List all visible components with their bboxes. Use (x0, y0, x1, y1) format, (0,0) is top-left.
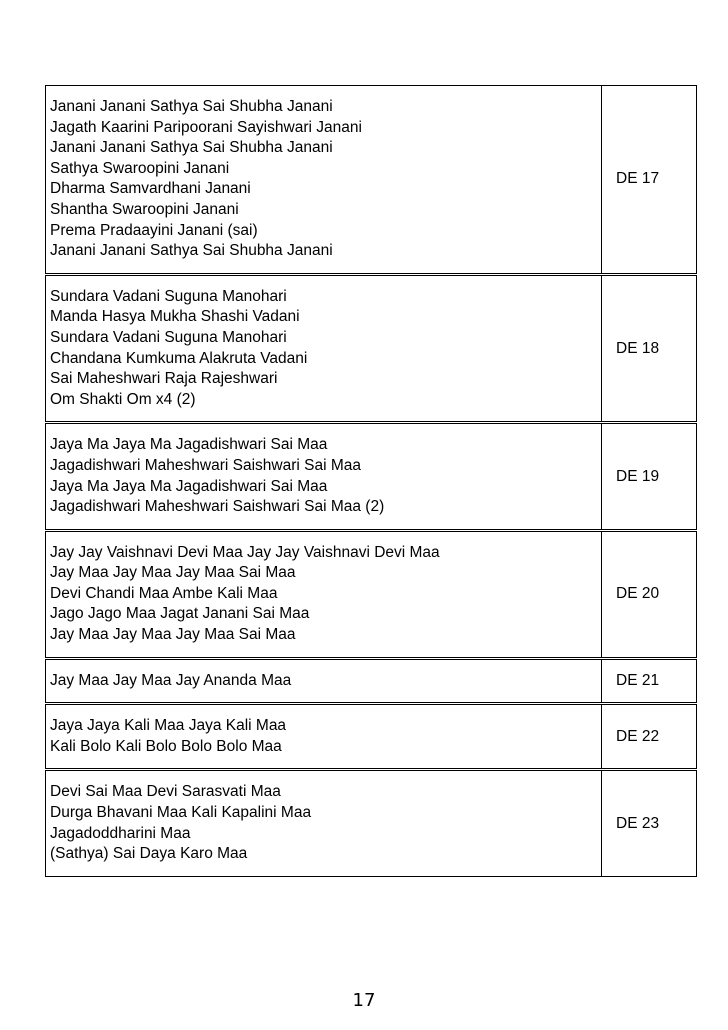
bhajan-row (46, 704, 697, 770)
lyric-line: Jagadoddharini Maa (50, 824, 191, 842)
lyric-line: Kali Bolo Kali Bolo Bolo Bolo Maa (50, 737, 282, 755)
lyric-line: Jay Maa Jay Maa Jay Maa Sai Maa (50, 626, 296, 644)
lyric-line: Sai Maheshwari Raja Rajeshwari (50, 370, 278, 388)
bhajan-row (46, 274, 697, 423)
lyric-line: Sathya Swaroopini Janani (50, 159, 230, 177)
lyric-line: Jagadishwari Maheshwari Saishwari Sai Maa (50, 456, 361, 474)
lyrics-cell (46, 274, 602, 423)
lyric-line: Jagath Kaarini Paripoorani Sayishwari Janani (50, 118, 362, 136)
lyric-line: Janani Janani Sathya Sai Shubha Janani (50, 242, 333, 260)
bhajan-code: DE 17 (602, 86, 697, 275)
bhajan-code: DE 21 (602, 658, 697, 704)
lyric-line: Jago Jago Maa Jagat Janani Sai Maa (50, 605, 310, 623)
bhajan-code: DE 19 (602, 423, 697, 530)
bhajan-row (46, 658, 697, 704)
lyric-line: Sundara Vadani Suguna Manohari (50, 287, 287, 305)
bhajan-row (46, 530, 697, 658)
lyric-line: Devi Chandi Maa Ambe Kali Maa (50, 584, 278, 602)
lyrics-cell (46, 530, 602, 658)
lyric-line: Sundara Vadani Suguna Manohari (50, 328, 287, 346)
lyrics-cell (46, 86, 602, 275)
lyric-line: (Sathya) Sai Daya Karo Maa (50, 845, 248, 863)
bhajan-row (46, 770, 697, 876)
lyric-line: Chandana Kumkuma Alakruta Vadani (50, 349, 308, 367)
page-number: 17 (352, 990, 376, 1011)
bhajan-code: DE 18 (602, 274, 697, 423)
bhajan-code: DE 22 (602, 704, 697, 770)
lyric-line: Jay Maa Jay Maa Jay Ananda Maa (50, 671, 292, 689)
bhajan-row (46, 423, 697, 530)
bhajan-code: DE 20 (602, 530, 697, 658)
lyric-line: Jaya Ma Jaya Ma Jagadishwari Sai Maa (50, 477, 328, 495)
lyric-line: Shantha Swaroopini Janani (50, 200, 239, 218)
bhajan-row (46, 86, 697, 275)
lyric-line: Devi Sai Maa Devi Sarasvati Maa (50, 783, 281, 801)
bhajan-table-body (46, 86, 697, 877)
lyric-line: Prema Pradaayini Janani (sai) (50, 221, 258, 239)
bhajan-table (45, 85, 697, 877)
lyric-line: Jaya Jaya Kali Maa Jaya Kali Maa (50, 717, 287, 735)
bhajan-code: DE 23 (602, 770, 697, 876)
lyric-line: Janani Janani Sathya Sai Shubha Janani (50, 98, 333, 115)
lyric-line: Jaya Ma Jaya Ma Jagadishwari Sai Maa (50, 436, 328, 454)
lyric-line: Jagadishwari Maheshwari Saishwari Sai Maa (2) (50, 498, 385, 516)
lyric-line: Om Shakti Om x4 (2) (50, 390, 196, 408)
lyric-line: Dharma Samvardhani Janani (50, 180, 251, 198)
lyric-line: Janani Janani Sathya Sai Shubha Janani (50, 139, 333, 157)
lyrics-cell (46, 704, 602, 770)
lyric-line: Jay Jay Vaishnavi Devi Maa Jay Jay Vaishnavi Devi Maa (50, 543, 440, 561)
lyric-line: Durga Bhavani Maa Kali Kapalini Maa (50, 804, 312, 822)
lyrics-cell (46, 770, 602, 876)
lyrics-cell (46, 423, 602, 530)
lyric-line: Manda Hasya Mukha Shashi Vadani (50, 308, 300, 326)
lyrics-cell (46, 658, 602, 704)
lyric-line: Jay Maa Jay Maa Jay Maa Sai Maa (50, 564, 296, 582)
